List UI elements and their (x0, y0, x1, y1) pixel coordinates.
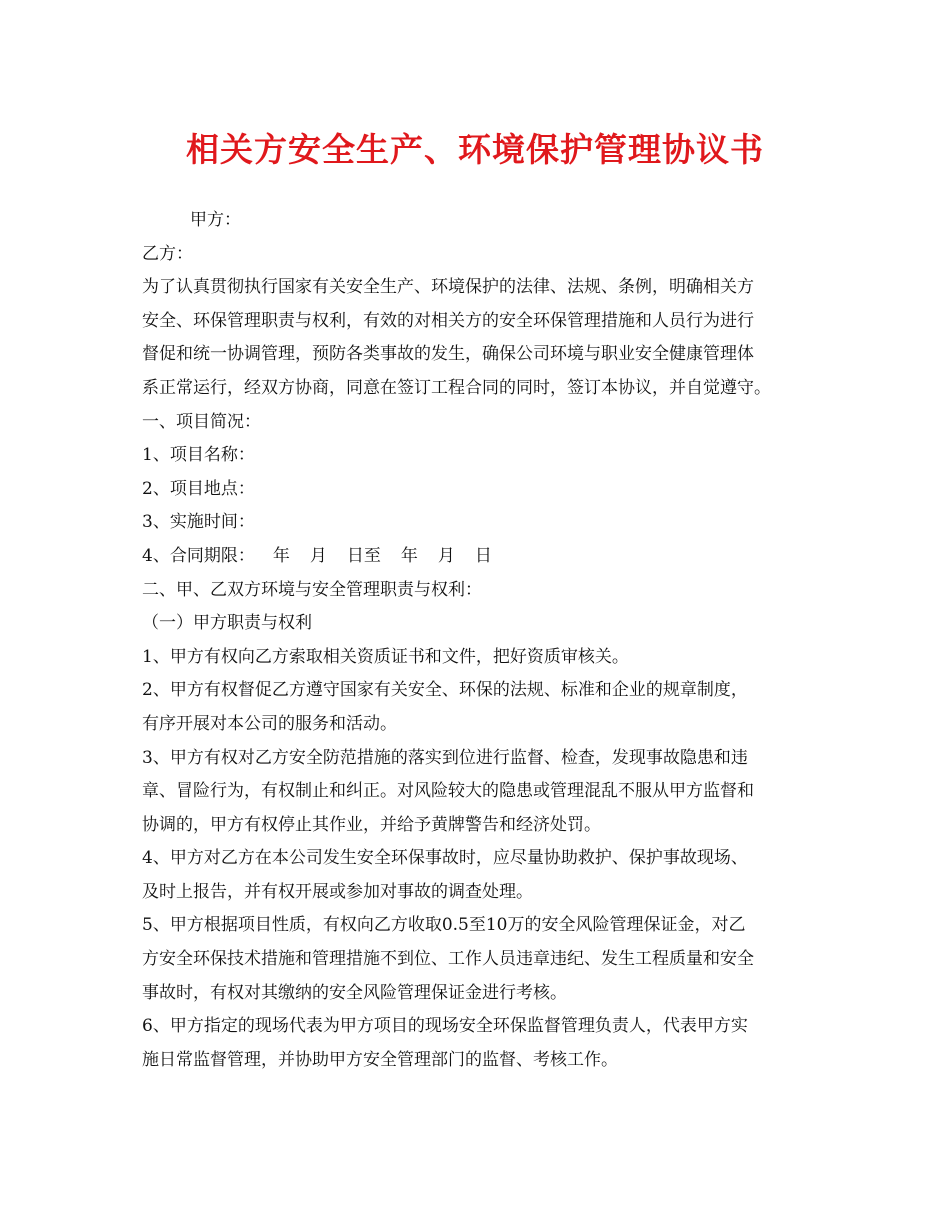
term-year-start: 年 (272, 545, 290, 566)
text-line: 4、甲方对乙方在本公司发生安全环保事故时，应尽量协助救护、保护事故现场、 (142, 848, 748, 869)
text-line: 施日常监督管理，并协助甲方安全管理部门的监督、考核工作。 (142, 1049, 618, 1070)
clause-1 (142, 641, 842, 675)
text-line: 有序开展对本公司的服务和活动。 (142, 713, 397, 734)
term-day-to: 日至 (346, 545, 381, 566)
project-time-line: 3、实施时间： (142, 512, 255, 533)
text-line: 3、甲方有权对乙方安全防范措施的落实到位进行监督、检查，发现事故隐患和违 (142, 747, 748, 768)
text-line: 及时上报告，并有权开展或参加对事故的调查处理。 (142, 881, 533, 902)
term-month-end: 月 (437, 545, 455, 566)
clause-4 (142, 842, 842, 909)
text-line: 2、甲方有权督促乙方遵守国家有关安全、环保的法规、标准和企业的规章制度， (142, 680, 748, 701)
project-name-line: 1、项目名称： (142, 445, 255, 466)
text-line: 方安全环保技术措施和管理措施不到位、工作人员违章违纪、发生工程质量和安全 (142, 949, 754, 970)
clause-6 (142, 1010, 842, 1077)
preamble-paragraph (142, 271, 842, 405)
text-line: 督促和统一协调管理，预防各类事故的发生，确保公司环境与职业安全健康管理体 (142, 344, 754, 365)
clause-5 (142, 909, 842, 1010)
contract-term-label: 4、合同期限： (142, 545, 255, 566)
project-location-line: 2、项目地点： (142, 478, 255, 499)
text-line: 1、甲方有权向乙方索取相关资质证书和文件，把好资质审核关。 (142, 646, 629, 667)
term-day-end: 日 (474, 545, 492, 566)
document-body (142, 204, 842, 1077)
term-month-start: 月 (309, 545, 327, 566)
document-title: 相关方安全生产、环境保护管理协议书 (186, 130, 764, 169)
text-line: 5、甲方根据项目性质，有权向乙方收取0.5至10万的安全风险管理保证金，对乙 (142, 915, 746, 936)
term-year-end: 年 (400, 545, 418, 566)
contract-term-line (142, 540, 842, 574)
text-line: 为了认真贯彻执行国家有关安全生产、环境保护的法律、法规、条例，明确相关方 (142, 277, 754, 298)
clause-3 (142, 742, 842, 843)
text-line: 安全、环保管理职责与权利，有效的对相关方的安全环保管理措施和人员行为进行 (142, 310, 754, 331)
clause-2 (142, 674, 842, 741)
text-line: 章、冒险行为，有权制止和纠正。对风险较大的隐患或管理混乱不服从甲方监督和 (142, 781, 754, 802)
section-two-heading: 二、甲、乙双方环境与安全管理职责与权利： (142, 579, 482, 600)
text-line: 事故时，有权对其缴纳的安全风险管理保证金进行考核。 (142, 982, 567, 1003)
section-one-heading: 一、项目简况： (142, 411, 261, 432)
party-b-line: 乙方： (142, 243, 193, 264)
text-line: 6、甲方指定的现场代表为甲方项目的现场安全环保监督管理负责人，代表甲方实 (142, 1016, 748, 1037)
text-line: 协调的，甲方有权停止其作业，并给予黄牌警告和经济处罚。 (142, 814, 601, 835)
party-a-duties-subheading: （一）甲方职责与权利 (142, 613, 312, 634)
text-line: 系正常运行，经双方协商，同意在签订工程合同的同时，签订本协议，并自觉遵守。 (142, 377, 771, 398)
party-a-line: 甲方： (190, 210, 241, 230)
